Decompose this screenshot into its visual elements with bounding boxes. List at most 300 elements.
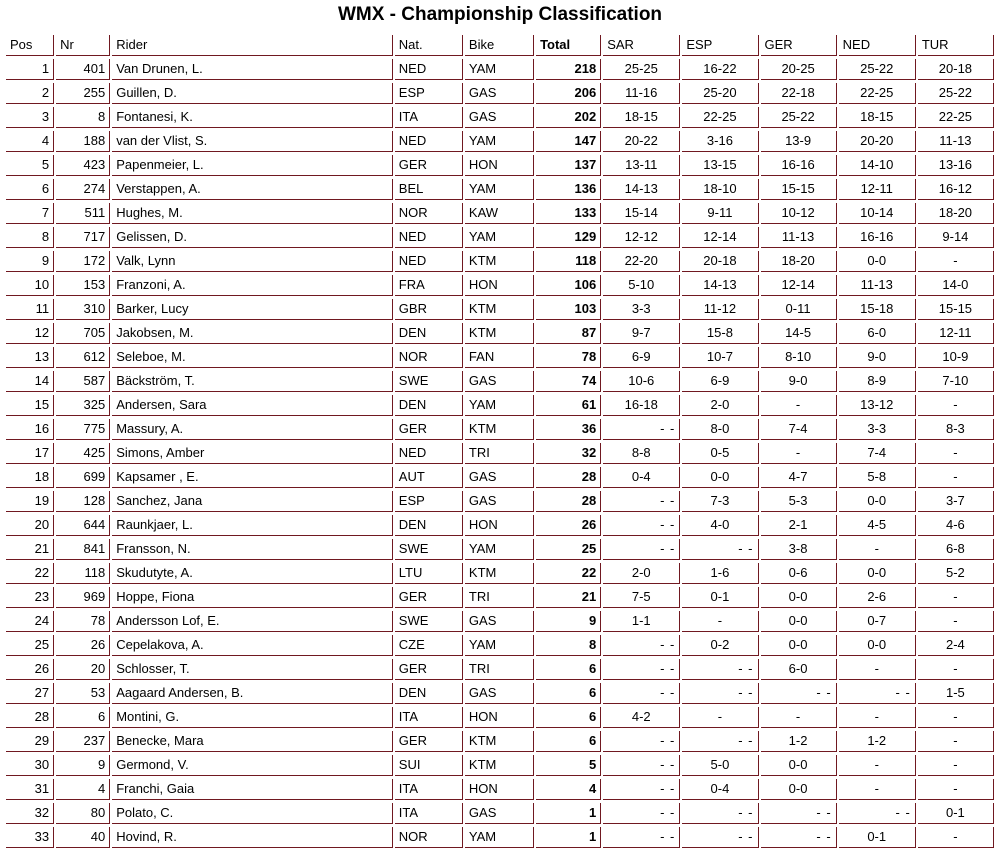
- table-row: [6, 611, 994, 632]
- cell-esp: 4-0: [682, 515, 758, 536]
- cell-nat: NED: [395, 227, 463, 248]
- table-row: [6, 467, 994, 488]
- cell-nat: NED: [395, 251, 463, 272]
- cell-total: 103: [536, 299, 601, 320]
- table-row: [6, 803, 994, 824]
- cell-tur: -: [918, 467, 994, 488]
- cell-sar: - -: [603, 803, 680, 824]
- cell-total: 6: [536, 659, 601, 680]
- cell-sar: - -: [603, 635, 680, 656]
- cell-nat: NOR: [395, 203, 463, 224]
- cell-esp: 22-25: [682, 107, 758, 128]
- cell-nr: 705: [56, 323, 110, 344]
- cell-nat: DEN: [395, 323, 463, 344]
- cell-nr: 310: [56, 299, 110, 320]
- cell-ger: 13-9: [761, 131, 837, 152]
- cell-sar: 14-13: [603, 179, 680, 200]
- cell-sar: - -: [603, 827, 680, 848]
- cell-bike: HON: [465, 275, 534, 296]
- cell-esp: -: [682, 611, 758, 632]
- cell-bike: YAM: [465, 59, 534, 80]
- cell-rider: Andersen, Sara: [112, 395, 393, 416]
- cell-nr: 78: [56, 611, 110, 632]
- cell-tur: -: [918, 443, 994, 464]
- cell-ger: 10-12: [761, 203, 837, 224]
- cell-rider: Benecke, Mara: [112, 731, 393, 752]
- cell-pos: 21: [6, 539, 54, 560]
- cell-tur: 1-5: [918, 683, 994, 704]
- cell-sar: 25-25: [603, 59, 680, 80]
- cell-esp: 18-10: [682, 179, 758, 200]
- cell-bike: GAS: [465, 611, 534, 632]
- cell-total: 133: [536, 203, 601, 224]
- column-header-total: Total: [536, 35, 601, 56]
- cell-ger: -: [761, 395, 837, 416]
- cell-total: 137: [536, 155, 601, 176]
- cell-ned: 18-15: [839, 107, 916, 128]
- cell-sar: 5-10: [603, 275, 680, 296]
- cell-ned: 25-22: [839, 59, 916, 80]
- table-row: [6, 707, 994, 728]
- header-row: [6, 35, 994, 56]
- cell-pos: 32: [6, 803, 54, 824]
- cell-sar: 1-1: [603, 611, 680, 632]
- cell-bike: YAM: [465, 635, 534, 656]
- cell-total: 9: [536, 611, 601, 632]
- cell-nr: 717: [56, 227, 110, 248]
- cell-nat: SUI: [395, 755, 463, 776]
- cell-nat: NED: [395, 443, 463, 464]
- cell-esp: 0-2: [682, 635, 758, 656]
- cell-rider: Franzoni, A.: [112, 275, 393, 296]
- cell-ned: - -: [839, 803, 916, 824]
- cell-nat: ESP: [395, 83, 463, 104]
- cell-pos: 2: [6, 83, 54, 104]
- cell-bike: HON: [465, 515, 534, 536]
- cell-sar: 6-9: [603, 347, 680, 368]
- cell-pos: 23: [6, 587, 54, 608]
- table-row: [6, 179, 994, 200]
- cell-tur: 22-25: [918, 107, 994, 128]
- cell-rider: Papenmeier, L.: [112, 155, 393, 176]
- table-row: [6, 755, 994, 776]
- cell-ger: -: [761, 443, 837, 464]
- cell-total: 6: [536, 731, 601, 752]
- cell-total: 25: [536, 539, 601, 560]
- cell-nr: 511: [56, 203, 110, 224]
- cell-esp: 15-8: [682, 323, 758, 344]
- cell-ger: 12-14: [761, 275, 837, 296]
- cell-esp: 0-1: [682, 587, 758, 608]
- table-row: [6, 203, 994, 224]
- cell-total: 1: [536, 827, 601, 848]
- cell-ger: - -: [761, 827, 837, 848]
- cell-rider: Skudutyte, A.: [112, 563, 393, 584]
- table-row: [6, 515, 994, 536]
- cell-esp: - -: [682, 539, 758, 560]
- cell-ger: 7-4: [761, 419, 837, 440]
- cell-tur: -: [918, 707, 994, 728]
- cell-nat: GER: [395, 659, 463, 680]
- column-header-ger: GER: [761, 35, 837, 56]
- cell-ned: 0-0: [839, 563, 916, 584]
- cell-esp: 16-22: [682, 59, 758, 80]
- table-row: [6, 323, 994, 344]
- cell-total: 61: [536, 395, 601, 416]
- cell-esp: 7-3: [682, 491, 758, 512]
- table-row: [6, 275, 994, 296]
- cell-ger: 18-20: [761, 251, 837, 272]
- table-row: [6, 83, 994, 104]
- cell-ned: 8-9: [839, 371, 916, 392]
- table-row: [6, 131, 994, 152]
- cell-rider: Hughes, M.: [112, 203, 393, 224]
- cell-ned: 15-18: [839, 299, 916, 320]
- cell-tur: 2-4: [918, 635, 994, 656]
- table-row: [6, 395, 994, 416]
- cell-nr: 775: [56, 419, 110, 440]
- cell-pos: 30: [6, 755, 54, 776]
- table-row: [6, 107, 994, 128]
- cell-tur: 9-14: [918, 227, 994, 248]
- table-row: [6, 563, 994, 584]
- cell-sar: - -: [603, 491, 680, 512]
- cell-sar: 11-16: [603, 83, 680, 104]
- cell-esp: -: [682, 707, 758, 728]
- cell-sar: 13-11: [603, 155, 680, 176]
- cell-pos: 9: [6, 251, 54, 272]
- cell-tur: 4-6: [918, 515, 994, 536]
- cell-pos: 15: [6, 395, 54, 416]
- cell-nr: 969: [56, 587, 110, 608]
- cell-ger: 0-6: [761, 563, 837, 584]
- cell-pos: 26: [6, 659, 54, 680]
- cell-esp: - -: [682, 659, 758, 680]
- column-header-nat: Nat.: [395, 35, 463, 56]
- cell-esp: - -: [682, 731, 758, 752]
- cell-rider: Kapsamer , E.: [112, 467, 393, 488]
- cell-sar: 8-8: [603, 443, 680, 464]
- cell-nr: 425: [56, 443, 110, 464]
- cell-rider: Germond, V.: [112, 755, 393, 776]
- cell-pos: 31: [6, 779, 54, 800]
- cell-ned: 1-2: [839, 731, 916, 752]
- cell-bike: YAM: [465, 179, 534, 200]
- cell-pos: 7: [6, 203, 54, 224]
- standings-body: [6, 59, 994, 848]
- table-row: [6, 683, 994, 704]
- cell-nat: GER: [395, 419, 463, 440]
- cell-nr: 118: [56, 563, 110, 584]
- cell-rider: Van Drunen, L.: [112, 59, 393, 80]
- cell-total: 147: [536, 131, 601, 152]
- cell-bike: GAS: [465, 803, 534, 824]
- cell-esp: 3-16: [682, 131, 758, 152]
- cell-nr: 128: [56, 491, 110, 512]
- cell-ger: 3-8: [761, 539, 837, 560]
- cell-bike: FAN: [465, 347, 534, 368]
- cell-ger: - -: [761, 683, 837, 704]
- table-row: [6, 539, 994, 560]
- cell-nr: 255: [56, 83, 110, 104]
- cell-nat: GER: [395, 731, 463, 752]
- cell-ned: -: [839, 707, 916, 728]
- cell-esp: 0-0: [682, 467, 758, 488]
- cell-total: 32: [536, 443, 601, 464]
- table-row: [6, 419, 994, 440]
- cell-bike: GAS: [465, 467, 534, 488]
- cell-pos: 8: [6, 227, 54, 248]
- cell-ger: 0-0: [761, 611, 837, 632]
- cell-sar: 16-18: [603, 395, 680, 416]
- cell-esp: 6-9: [682, 371, 758, 392]
- cell-total: 21: [536, 587, 601, 608]
- cell-bike: YAM: [465, 827, 534, 848]
- cell-ger: 15-15: [761, 179, 837, 200]
- cell-rider: Montini, G.: [112, 707, 393, 728]
- cell-nr: 587: [56, 371, 110, 392]
- cell-nr: 53: [56, 683, 110, 704]
- cell-bike: YAM: [465, 227, 534, 248]
- cell-rider: Sanchez, Jana: [112, 491, 393, 512]
- cell-nat: DEN: [395, 515, 463, 536]
- cell-sar: 15-14: [603, 203, 680, 224]
- cell-rider: Cepelakova, A.: [112, 635, 393, 656]
- cell-tur: 13-16: [918, 155, 994, 176]
- cell-total: 28: [536, 467, 601, 488]
- cell-nr: 188: [56, 131, 110, 152]
- cell-ger: 20-25: [761, 59, 837, 80]
- cell-rider: Guillen, D.: [112, 83, 393, 104]
- cell-esp: 14-13: [682, 275, 758, 296]
- cell-tur: -: [918, 731, 994, 752]
- cell-ned: 16-16: [839, 227, 916, 248]
- cell-nr: 4: [56, 779, 110, 800]
- table-row: [6, 635, 994, 656]
- cell-ger: 25-22: [761, 107, 837, 128]
- cell-esp: 0-5: [682, 443, 758, 464]
- cell-nr: 172: [56, 251, 110, 272]
- cell-total: 106: [536, 275, 601, 296]
- cell-esp: 11-12: [682, 299, 758, 320]
- cell-rider: Polato, C.: [112, 803, 393, 824]
- cell-tur: 12-11: [918, 323, 994, 344]
- cell-nat: AUT: [395, 467, 463, 488]
- cell-nr: 20: [56, 659, 110, 680]
- cell-rider: Massury, A.: [112, 419, 393, 440]
- cell-ger: -: [761, 707, 837, 728]
- cell-bike: KTM: [465, 419, 534, 440]
- column-header-esp: ESP: [682, 35, 758, 56]
- cell-nat: NED: [395, 59, 463, 80]
- cell-nat: SWE: [395, 371, 463, 392]
- cell-nat: GBR: [395, 299, 463, 320]
- table-row: [6, 491, 994, 512]
- cell-nat: LTU: [395, 563, 463, 584]
- table-row: [6, 827, 994, 848]
- cell-tur: 25-22: [918, 83, 994, 104]
- cell-sar: 18-15: [603, 107, 680, 128]
- cell-bike: TRI: [465, 659, 534, 680]
- cell-total: 136: [536, 179, 601, 200]
- cell-sar: - -: [603, 419, 680, 440]
- cell-ger: 14-5: [761, 323, 837, 344]
- cell-ned: 0-0: [839, 251, 916, 272]
- cell-ger: 22-18: [761, 83, 837, 104]
- cell-rider: Hovind, R.: [112, 827, 393, 848]
- cell-tur: -: [918, 755, 994, 776]
- cell-esp: - -: [682, 827, 758, 848]
- cell-rider: Verstappen, A.: [112, 179, 393, 200]
- cell-ned: 10-14: [839, 203, 916, 224]
- standings-table: [4, 32, 996, 851]
- cell-ger: 11-13: [761, 227, 837, 248]
- cell-ger: 9-0: [761, 371, 837, 392]
- table-row: [6, 155, 994, 176]
- cell-pos: 25: [6, 635, 54, 656]
- cell-total: 129: [536, 227, 601, 248]
- cell-bike: KAW: [465, 203, 534, 224]
- cell-sar: 12-12: [603, 227, 680, 248]
- cell-ned: 5-8: [839, 467, 916, 488]
- cell-esp: - -: [682, 803, 758, 824]
- column-header-pos: Pos: [6, 35, 54, 56]
- cell-nr: 40: [56, 827, 110, 848]
- cell-sar: - -: [603, 755, 680, 776]
- cell-bike: YAM: [465, 395, 534, 416]
- cell-ned: -: [839, 539, 916, 560]
- cell-rider: Jakobsen, M.: [112, 323, 393, 344]
- cell-nat: ITA: [395, 779, 463, 800]
- cell-total: 22: [536, 563, 601, 584]
- cell-bike: KTM: [465, 251, 534, 272]
- column-header-tur: TUR: [918, 35, 994, 56]
- cell-bike: HON: [465, 707, 534, 728]
- cell-sar: 10-6: [603, 371, 680, 392]
- cell-nr: 699: [56, 467, 110, 488]
- cell-esp: 5-0: [682, 755, 758, 776]
- cell-esp: 8-0: [682, 419, 758, 440]
- cell-sar: 7-5: [603, 587, 680, 608]
- cell-nat: SWE: [395, 611, 463, 632]
- cell-pos: 20: [6, 515, 54, 536]
- cell-tur: 20-18: [918, 59, 994, 80]
- table-row: [6, 659, 994, 680]
- cell-pos: 13: [6, 347, 54, 368]
- cell-nat: NOR: [395, 347, 463, 368]
- cell-tur: -: [918, 611, 994, 632]
- cell-bike: TRI: [465, 587, 534, 608]
- cell-ned: 4-5: [839, 515, 916, 536]
- cell-total: 6: [536, 707, 601, 728]
- cell-sar: 9-7: [603, 323, 680, 344]
- cell-pos: 27: [6, 683, 54, 704]
- cell-ger: 0-0: [761, 587, 837, 608]
- cell-pos: 11: [6, 299, 54, 320]
- cell-pos: 4: [6, 131, 54, 152]
- cell-rider: Aagaard Andersen, B.: [112, 683, 393, 704]
- cell-tur: 8-3: [918, 419, 994, 440]
- cell-tur: 5-2: [918, 563, 994, 584]
- cell-tur: 18-20: [918, 203, 994, 224]
- cell-ger: 8-10: [761, 347, 837, 368]
- cell-total: 26: [536, 515, 601, 536]
- cell-tur: -: [918, 827, 994, 848]
- cell-tur: 11-13: [918, 131, 994, 152]
- table-row: [6, 371, 994, 392]
- cell-sar: 3-3: [603, 299, 680, 320]
- cell-pos: 28: [6, 707, 54, 728]
- cell-tur: -: [918, 659, 994, 680]
- cell-pos: 18: [6, 467, 54, 488]
- cell-nr: 274: [56, 179, 110, 200]
- cell-ger: 5-3: [761, 491, 837, 512]
- cell-pos: 10: [6, 275, 54, 296]
- cell-esp: 25-20: [682, 83, 758, 104]
- cell-bike: GAS: [465, 107, 534, 128]
- cell-nr: 80: [56, 803, 110, 824]
- cell-sar: 4-2: [603, 707, 680, 728]
- cell-tur: -: [918, 587, 994, 608]
- cell-tur: 15-15: [918, 299, 994, 320]
- cell-ned: -: [839, 779, 916, 800]
- cell-rider: Seleboe, M.: [112, 347, 393, 368]
- cell-ger: 6-0: [761, 659, 837, 680]
- column-header-rider: Rider: [112, 35, 393, 56]
- cell-sar: 0-4: [603, 467, 680, 488]
- cell-nr: 325: [56, 395, 110, 416]
- cell-tur: 14-0: [918, 275, 994, 296]
- cell-bike: TRI: [465, 443, 534, 464]
- cell-rider: Andersson Lof, E.: [112, 611, 393, 632]
- cell-nat: GER: [395, 155, 463, 176]
- cell-nr: 841: [56, 539, 110, 560]
- cell-tur: 3-7: [918, 491, 994, 512]
- cell-ger: 16-16: [761, 155, 837, 176]
- cell-total: 78: [536, 347, 601, 368]
- cell-esp: 0-4: [682, 779, 758, 800]
- cell-tur: -: [918, 779, 994, 800]
- cell-ned: 7-4: [839, 443, 916, 464]
- column-header-sar: SAR: [603, 35, 680, 56]
- cell-sar: 20-22: [603, 131, 680, 152]
- column-header-bike: Bike: [465, 35, 534, 56]
- cell-nr: 8: [56, 107, 110, 128]
- cell-bike: GAS: [465, 371, 534, 392]
- cell-ger: 0-11: [761, 299, 837, 320]
- cell-nat: ITA: [395, 107, 463, 128]
- cell-nat: ITA: [395, 707, 463, 728]
- cell-tur: 10-9: [918, 347, 994, 368]
- cell-nat: DEN: [395, 683, 463, 704]
- cell-pos: 12: [6, 323, 54, 344]
- cell-ned: 14-10: [839, 155, 916, 176]
- cell-bike: HON: [465, 155, 534, 176]
- cell-bike: HON: [465, 779, 534, 800]
- cell-rider: Fransson, N.: [112, 539, 393, 560]
- cell-nat: NED: [395, 131, 463, 152]
- cell-pos: 19: [6, 491, 54, 512]
- cell-pos: 5: [6, 155, 54, 176]
- cell-bike: YAM: [465, 131, 534, 152]
- cell-esp: 12-14: [682, 227, 758, 248]
- cell-rider: Barker, Lucy: [112, 299, 393, 320]
- cell-rider: Schlosser, T.: [112, 659, 393, 680]
- cell-esp: 2-0: [682, 395, 758, 416]
- cell-nat: GER: [395, 587, 463, 608]
- cell-ger: 2-1: [761, 515, 837, 536]
- table-row: [6, 779, 994, 800]
